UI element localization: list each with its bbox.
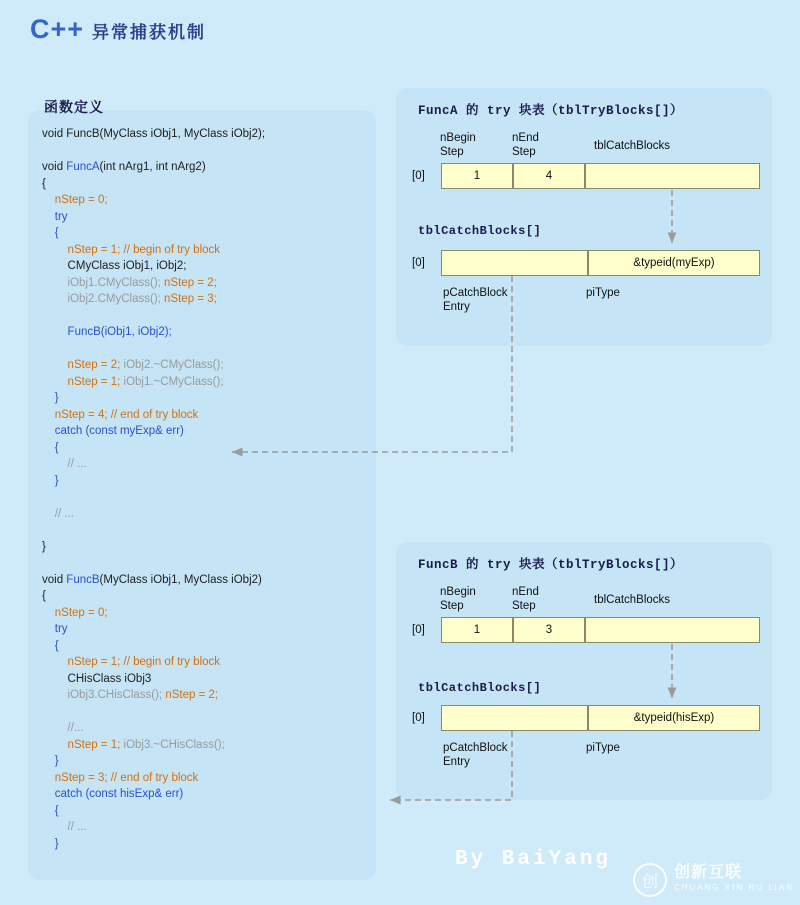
code-line [42, 407, 372, 424]
funca-col-nbegin-line2: Step [440, 146, 464, 158]
funcb-label-pcatchblockentry-line1: pCatchBlock [443, 742, 508, 754]
code-token: nStep = 1; // begin of try block [42, 243, 221, 256]
funcb-label-pcatchblockentry-line2: Entry [443, 756, 470, 768]
funcb-col-nbegin-line2: Step [440, 600, 464, 612]
funcb-col-nbegin [440, 585, 510, 613]
funca-label-pcatchblockentry [443, 286, 508, 314]
code-token: FuncA [66, 161, 100, 173]
funcb-label-pitype: piType [586, 742, 620, 754]
code-line [42, 357, 372, 374]
code-line [42, 159, 372, 176]
code-line [42, 770, 372, 787]
page-title: 异常捕获机制 [92, 23, 207, 42]
code-token: { [42, 227, 59, 239]
code-token: (int nArg1, int nArg2) [99, 161, 206, 173]
funca-cell-pitype: &typeid(myExp) [588, 250, 760, 276]
code-line [42, 374, 372, 391]
source-code-block [42, 126, 372, 852]
code-line [42, 423, 372, 440]
code-token: FuncB(iObj1, iObj2); [42, 326, 172, 338]
code-line [42, 456, 372, 473]
funcb-col-tblcatchblocks: tblCatchBlocks [594, 594, 671, 606]
code-token: iObj2.~CMyClass(); [123, 359, 224, 371]
code-line [42, 192, 372, 209]
code-token: // ... [42, 507, 74, 520]
code-token: nStep = 1; [42, 738, 124, 751]
code-token: //... [42, 722, 84, 734]
watermark [633, 863, 794, 897]
code-token: iObj1.CMyClass(); [42, 276, 165, 289]
code-line [42, 506, 372, 523]
funcb-cell-pcatchblockentry [441, 705, 588, 731]
code-token: { [42, 639, 59, 652]
code-line [42, 737, 372, 754]
code-line [42, 242, 372, 259]
funcb-col-nbegin-line1: nBegin [440, 586, 476, 598]
funcb-col-nend-line1: nEnd [512, 586, 539, 598]
code-token: { [42, 441, 59, 454]
code-line [42, 819, 372, 836]
funca-cell-tblcatchblocks [585, 163, 760, 189]
funca-row-index: [0] [412, 170, 425, 182]
code-token: nStep = 3; // end of try block [42, 771, 199, 784]
funca-col-nbegin [440, 131, 510, 159]
code-line [42, 605, 372, 622]
funca-label-pcatchblockentry-line2: Entry [443, 301, 470, 313]
code-line [42, 473, 372, 490]
code-line [42, 720, 372, 737]
funca-col-nend-line2: Step [512, 146, 536, 158]
funcb-cell-nbegin: 1 [441, 617, 513, 643]
code-line [42, 539, 372, 556]
watermark-logo-icon: 创 [633, 863, 667, 897]
funca-cell-nbegin: 1 [441, 163, 513, 189]
code-line [42, 489, 372, 506]
code-line [42, 258, 372, 275]
code-line [42, 687, 372, 704]
funca-catchtable-title: tblCatchBlocks[] [418, 224, 542, 238]
code-token: CHisClass iObj3 [42, 672, 152, 685]
code-token: } [42, 392, 59, 404]
code-token: { [42, 177, 46, 190]
code-token: { [42, 804, 59, 817]
code-token: (MyClass iObj1, MyClass iObj2) [99, 573, 262, 586]
code-token: iObj3.CHisClass(); [42, 689, 166, 701]
code-token: nStep = 4; // end of try block [42, 408, 199, 421]
funcb-cell-tblcatchblocks [585, 617, 760, 643]
funcb-catchtable-title: tblCatchBlocks[] [418, 681, 542, 695]
code-token: nStep = 2; [42, 359, 124, 371]
code-token: catch (const hisExp& err) [42, 788, 184, 800]
code-token: // ... [42, 458, 87, 470]
code-line [42, 588, 372, 605]
code-token: try [42, 210, 68, 223]
code-line [42, 654, 372, 671]
page-header [30, 14, 206, 45]
code-token: } [42, 474, 59, 487]
code-token: nStep = 2; [165, 689, 219, 701]
funcb-table-title: FuncB 的 try 块表（tblTryBlocks[]） [418, 558, 684, 572]
cpp-logo: C++ [30, 14, 85, 44]
watermark-name: 创新互联 [673, 864, 742, 881]
code-line [42, 225, 372, 242]
code-token: iObj1.~CMyClass(); [123, 375, 224, 388]
funca-col-nend-line1: nEnd [512, 132, 539, 144]
funca-catch-row-index: [0] [412, 257, 425, 269]
code-token: nStep = 2; [164, 276, 217, 289]
code-line [42, 621, 372, 638]
code-token: } [42, 540, 46, 553]
funca-label-pcatchblockentry-line1: pCatchBlock [443, 287, 508, 299]
code-token: } [42, 755, 59, 767]
code-line [42, 143, 372, 160]
code-line [42, 572, 372, 589]
code-line [42, 341, 372, 358]
code-token: nStep = 1; // begin of try block [42, 656, 221, 668]
code-token: nStep = 0; [42, 194, 108, 206]
code-line [42, 308, 372, 325]
funcb-label-pcatchblockentry [443, 741, 508, 769]
funca-col-nbegin-line1: nBegin [440, 132, 476, 144]
code-token: nStep = 0; [42, 606, 108, 619]
funca-cell-pcatchblockentry [441, 250, 588, 276]
code-line [42, 836, 372, 853]
funca-col-nend [512, 131, 582, 159]
code-line [42, 753, 372, 770]
code-token: FuncB [66, 573, 100, 586]
code-token: iObj2.CMyClass(); [42, 293, 165, 305]
code-line [42, 522, 372, 539]
code-line [42, 390, 372, 407]
funcb-col-nend-line2: Step [512, 600, 536, 612]
funca-label-pitype: piType [586, 287, 620, 299]
funcb-cell-nend: 3 [513, 617, 585, 643]
watermark-pinyin: CHUANG XIN HU LIAN [673, 883, 794, 892]
funcb-col-nend [512, 585, 582, 613]
funcb-row-index: [0] [412, 624, 425, 636]
code-line [42, 671, 372, 688]
code-token: catch (const myExp& err) [42, 425, 184, 437]
code-token: { [42, 590, 46, 602]
code-token: void [42, 161, 67, 173]
funca-col-tblcatchblocks: tblCatchBlocks [594, 140, 671, 152]
code-line [42, 786, 372, 803]
code-line [42, 176, 372, 193]
code-line [42, 440, 372, 457]
funca-table-title: FuncA 的 try 块表（tblTryBlocks[]） [418, 104, 684, 118]
funca-cell-nend: 4 [513, 163, 585, 189]
funcb-catch-row-index: [0] [412, 712, 425, 724]
code-token: nStep = 1; [42, 375, 124, 388]
code-line [42, 291, 372, 308]
code-token: iObj3.~CHisClass(); [123, 738, 225, 751]
code-line [42, 275, 372, 292]
code-token: void FuncB(MyClass iObj1, MyClass iObj2); [42, 128, 266, 140]
code-token: nStep = 3; [164, 293, 217, 305]
code-line [42, 126, 372, 143]
code-line [42, 324, 372, 341]
code-token: } [42, 837, 59, 850]
code-token: // ... [42, 821, 87, 833]
section-label-function-definition: 函数定义 [44, 99, 104, 115]
byline: By BaiYang [455, 848, 612, 871]
funcb-cell-pitype: &typeid(hisExp) [588, 705, 760, 731]
code-line [42, 704, 372, 721]
code-token: CMyClass iObj1, iObj2; [42, 260, 187, 272]
watermark-text [674, 865, 794, 895]
code-token: void [42, 573, 67, 586]
code-line [42, 638, 372, 655]
code-line [42, 803, 372, 820]
code-token: try [42, 623, 68, 635]
code-line [42, 209, 372, 226]
code-line [42, 555, 372, 572]
